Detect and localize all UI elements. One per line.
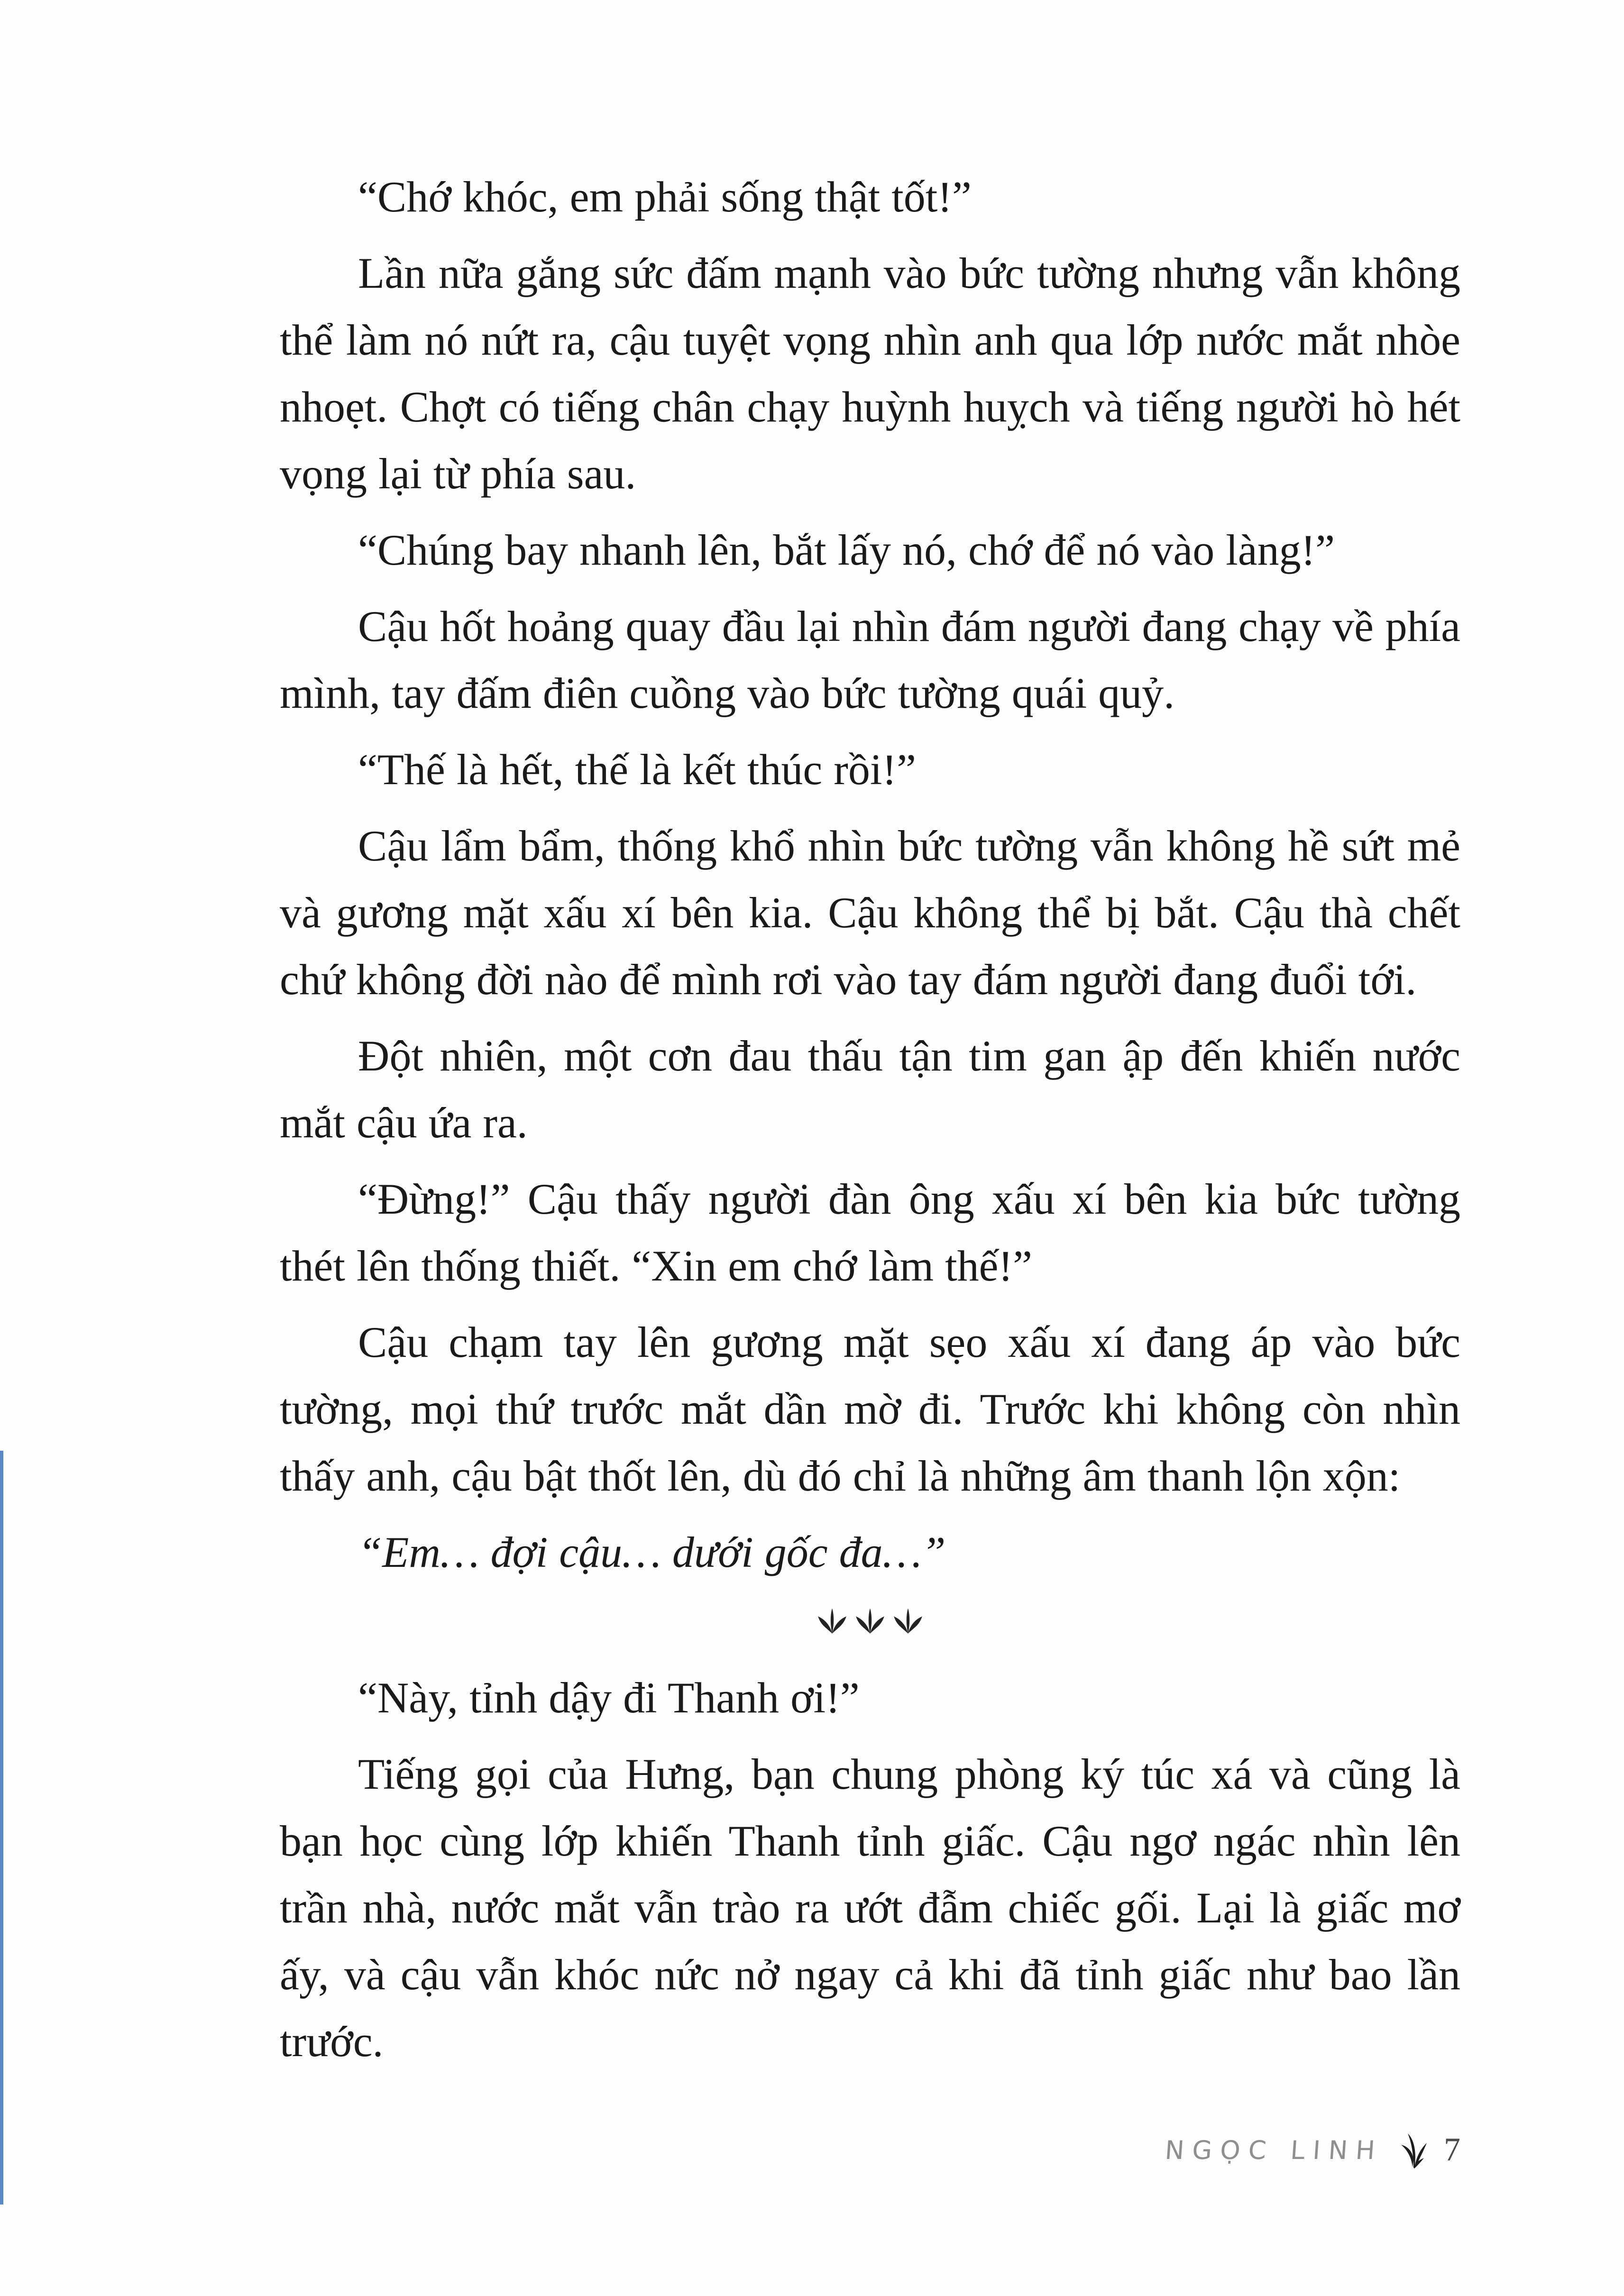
- body-text-part-1: [280, 164, 1460, 1586]
- author-name: NGỌC LINH: [1164, 2135, 1385, 2165]
- paragraph: “Chúng bay nhanh lên, bắt lấy nó, chớ để nó vào làng!”: [358, 526, 1335, 574]
- floral-ornament-icon: [817, 1605, 848, 1636]
- plant-icon: [1399, 2131, 1428, 2168]
- paragraph: “Đừng!” Cậu thấy người đàn ông xấu xí bên kia bức tường thét lên thống thiết. “Xin em chớ làm thế!”: [280, 1175, 1460, 1290]
- paragraph: “Chớ khóc, em phải sống thật tốt!”: [358, 173, 972, 221]
- paragraph: Cậu hốt hoảng quay đầu lại nhìn đám người đang chạy về phía mình, tay đấm điên cuồng vào bức tường quái quỷ.: [280, 602, 1460, 717]
- text-column: [280, 164, 1460, 2085]
- scan-artifact-line: [0, 1451, 3, 2205]
- section-divider: [280, 1604, 1460, 1637]
- page-footer: [280, 2131, 1460, 2169]
- paragraph: Tiếng gọi của Hưng, bạn chung phòng ký túc xá và cũng là bạn học cùng lớp khiến Thanh tỉnh giấc. Cậu ngơ ngác nhìn lên trần nhà, nước mắt vẫn trào ra ướt đẫm chiếc gối. Lại là giấc mơ ấy, và cậu vẫn khóc nức nở ngay cả khi đã tỉnh giấc như bao lần trước.: [280, 1750, 1460, 2066]
- paragraph: “Này, tỉnh dậy đi Thanh ơi!”: [358, 1674, 860, 1722]
- floral-ornament-icon: [854, 1605, 886, 1636]
- body-text-part-2: [280, 1665, 1460, 2075]
- paragraph: Lần nữa gắng sức đấm mạnh vào bức tường nhưng vẫn không thể làm nó nứt ra, cậu tuyệt vọng nhìn anh qua lớp nước mắt nhòe nhoẹt. Chợt có tiếng chân chạy huỳnh huỵch và tiếng người hò hét vọng lại từ phía sau.: [280, 249, 1460, 498]
- page-number: 7: [1444, 2131, 1460, 2168]
- paragraph: “Thế là hết, thế là kết thúc rồi!”: [358, 745, 916, 794]
- paragraph: Cậu lẩm bẩm, thống khổ nhìn bức tường vẫn không hề sứt mẻ và gương mặt xấu xí bên kia. Cậu không thể bị bắt. Cậu thà chết chứ không đời nào để mình rơi vào tay đám người đang đuổi tới.: [280, 822, 1460, 1004]
- paragraph: Đột nhiên, một cơn đau thấu tận tim gan ập đến khiến nước mắt cậu ứa ra.: [280, 1032, 1460, 1147]
- paragraph: Cậu chạm tay lên gương mặt sẹo xấu xí đang áp vào bức tường, mọi thứ trước mắt dần mờ đi. Trước khi không còn nhìn thấy anh, cậu bật thốt lên, dù đó chỉ là những âm thanh lộn xộn:: [280, 1318, 1460, 1500]
- paragraph: “Em… đợi cậu… dưới gốc đa…”: [358, 1528, 946, 1576]
- floral-ornament-icon: [892, 1605, 924, 1636]
